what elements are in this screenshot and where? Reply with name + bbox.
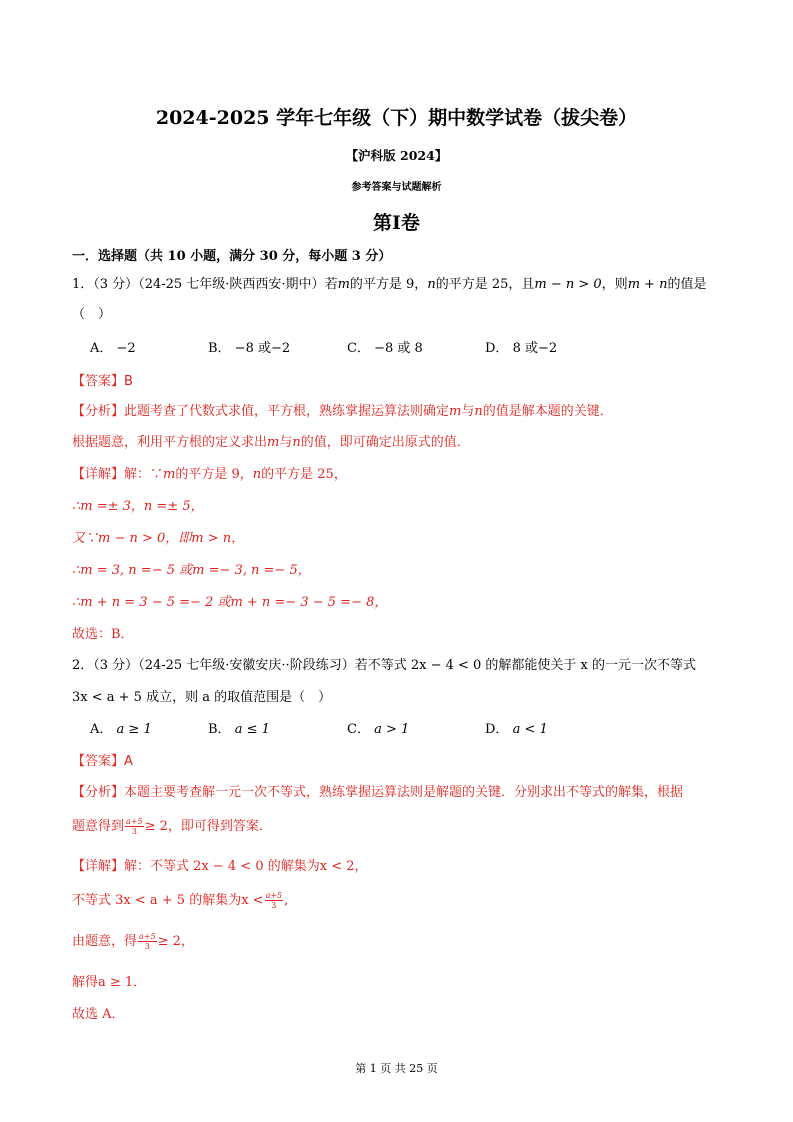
detail-text: 解：不等式 2x − 4 < 0 的解集为x < 2，	[124, 859, 368, 874]
analysis-text: 的值是解本题的关键．	[482, 404, 613, 419]
analysis-text: 与	[461, 404, 475, 419]
option-c	[347, 337, 423, 356]
fraction-numerator: a+5	[139, 932, 156, 941]
option-letter: A．	[90, 722, 113, 737]
edition-label: 【沪科版 2024】	[345, 148, 448, 163]
option-text: −8 或 8	[374, 341, 423, 356]
answer-2: 【答案】A	[72, 754, 133, 769]
fraction	[138, 932, 157, 951]
question-number: 2．	[72, 658, 94, 673]
analysis-2-line2	[72, 815, 272, 836]
fraction-denominator: 3	[131, 827, 137, 836]
option-text: a ≥ 1	[116, 722, 152, 737]
analysis-text: 题意得到	[72, 819, 125, 834]
detail-text: 不等式 3x < a + 5 的解集为x <	[72, 893, 264, 908]
analysis-1-line1	[72, 400, 613, 419]
fraction	[125, 817, 144, 836]
option-letter: C．	[347, 341, 370, 356]
option-letter: B．	[208, 722, 231, 737]
stem-text: 的值是	[667, 277, 707, 292]
detail-2-line2	[72, 889, 288, 910]
analysis-text: 本题主要考查解一元一次不等式，熟练掌握运算法则是解题的关键．分别求出不等式的解集，根据	[124, 785, 684, 800]
analysis-text: 与	[279, 435, 293, 450]
fraction-denominator: 3	[271, 901, 277, 910]
expression: m + n	[627, 277, 668, 292]
question-2-stem-line2: 3x < a + 5 成立，则 a 的取值范围是（ ）	[72, 690, 332, 705]
detail-1-line2: ∴m =± 3，n =± 5，	[72, 499, 204, 514]
var-m: m	[163, 467, 176, 482]
option-text: a ≤ 1	[234, 722, 270, 737]
analysis-label: 【分析】	[72, 785, 125, 800]
option-d	[485, 718, 548, 737]
detail-label: 【详解】	[72, 859, 125, 874]
detail-2-line1	[72, 855, 368, 874]
option-letter: D．	[485, 341, 509, 356]
fraction	[265, 891, 284, 910]
fraction-numerator: a+5	[126, 817, 143, 826]
fraction-numerator: a+5	[265, 891, 283, 900]
detail-text: 的平方是 25，	[261, 467, 347, 482]
question-1-paren: （ ）	[72, 307, 112, 322]
option-d	[485, 337, 557, 356]
stem-text: 若不等式 2x − 4 < 0 的解都能使关于 x 的一元一次不等式	[354, 658, 697, 673]
detail-1-line3: 又∵m − n > 0，即m > n，	[72, 531, 245, 546]
analysis-1-line2	[72, 431, 470, 450]
var-n: n	[427, 277, 436, 292]
option-letter: A．	[90, 341, 113, 356]
question-number: 1．	[72, 277, 94, 292]
detail-text: ,	[284, 893, 289, 908]
var-n: n	[252, 467, 262, 482]
option-text: −2	[116, 341, 136, 356]
analysis-label: 【分析】	[72, 404, 125, 419]
option-b	[208, 718, 270, 737]
option-letter: B．	[208, 341, 231, 356]
detail-2-line3	[72, 930, 194, 951]
option-text: −8 或−2	[234, 341, 291, 356]
analysis-text: 的值，即可确定出原式的值．	[300, 435, 470, 450]
analysis-text: 此题考查了代数式求值，平方根，熟练掌握运算法则确定	[124, 404, 450, 419]
stem-text: 的平方是 25，且	[435, 277, 535, 292]
stem-text: 若	[324, 277, 338, 292]
stem-text: 的平方是 9，	[349, 277, 428, 292]
detail-1-line4: ∴m = 3, n =− 5 或m =− 3, n =− 5，	[72, 563, 311, 578]
section-heading: 一．选择题（共 10 小题，满分 30 分，每小题 3 分）	[72, 249, 392, 264]
stem-text: ，则	[601, 277, 628, 292]
option-letter: D．	[485, 722, 509, 737]
condition: m − n > 0	[534, 277, 602, 292]
question-2-stem-line1	[72, 654, 696, 673]
analysis-text: ≥ 2，即可得到答案．	[144, 819, 272, 834]
option-c	[347, 718, 409, 737]
detail-text: ≥ 2，	[157, 934, 194, 949]
page-title: 2024-2025 学年七年级（下）期中数学试卷（拔尖卷）	[155, 107, 638, 129]
detail-text: 的平方是 9，	[175, 467, 253, 482]
option-b	[208, 337, 290, 356]
option-text: a < 1	[512, 722, 548, 737]
answer-1: 【答案】B	[72, 374, 133, 389]
option-a	[90, 718, 152, 737]
detail-2-line4: 解得a ≥ 1．	[72, 975, 147, 990]
detail-text: 解：∵	[124, 467, 164, 482]
detail-1-line6: 故选：B．	[72, 627, 134, 642]
option-text: a > 1	[374, 722, 410, 737]
detail-text: 由题意，得	[72, 934, 138, 949]
subtitle: 参考答案与试题解析	[351, 182, 442, 193]
detail-2-line5: 故选 A．	[72, 1007, 125, 1022]
detail-1-line5: ∴m + n = 3 − 5 =− 2 或m + n =− 3 − 5 =− 8，	[72, 595, 388, 610]
question-score: （3 分）	[93, 277, 139, 292]
option-letter: C．	[347, 722, 370, 737]
option-a	[90, 337, 136, 356]
var-m: m	[449, 404, 462, 419]
analysis-2-line1	[72, 781, 683, 800]
option-text: 8 或−2	[512, 341, 558, 356]
var-n: n	[474, 404, 483, 419]
question-1-stem	[72, 273, 707, 292]
var-n: n	[292, 435, 301, 450]
page-footer: 第 1 页 共 25 页	[355, 1062, 438, 1075]
question-source: （24-25 七年级·陕西西安·期中）	[138, 277, 325, 292]
volume-heading: 第Ⅰ卷	[373, 212, 420, 234]
detail-label: 【详解】	[72, 467, 125, 482]
fraction-denominator: 3	[144, 942, 150, 951]
question-score: （3 分）	[93, 658, 139, 673]
var-m: m	[267, 435, 280, 450]
question-source: （24-25 七年级·安徽安庆··阶段练习）	[138, 658, 355, 673]
analysis-text: 根据题意，利用平方根的定义求出	[72, 435, 268, 450]
var-m: m	[337, 277, 350, 292]
detail-1-line1	[72, 463, 347, 482]
